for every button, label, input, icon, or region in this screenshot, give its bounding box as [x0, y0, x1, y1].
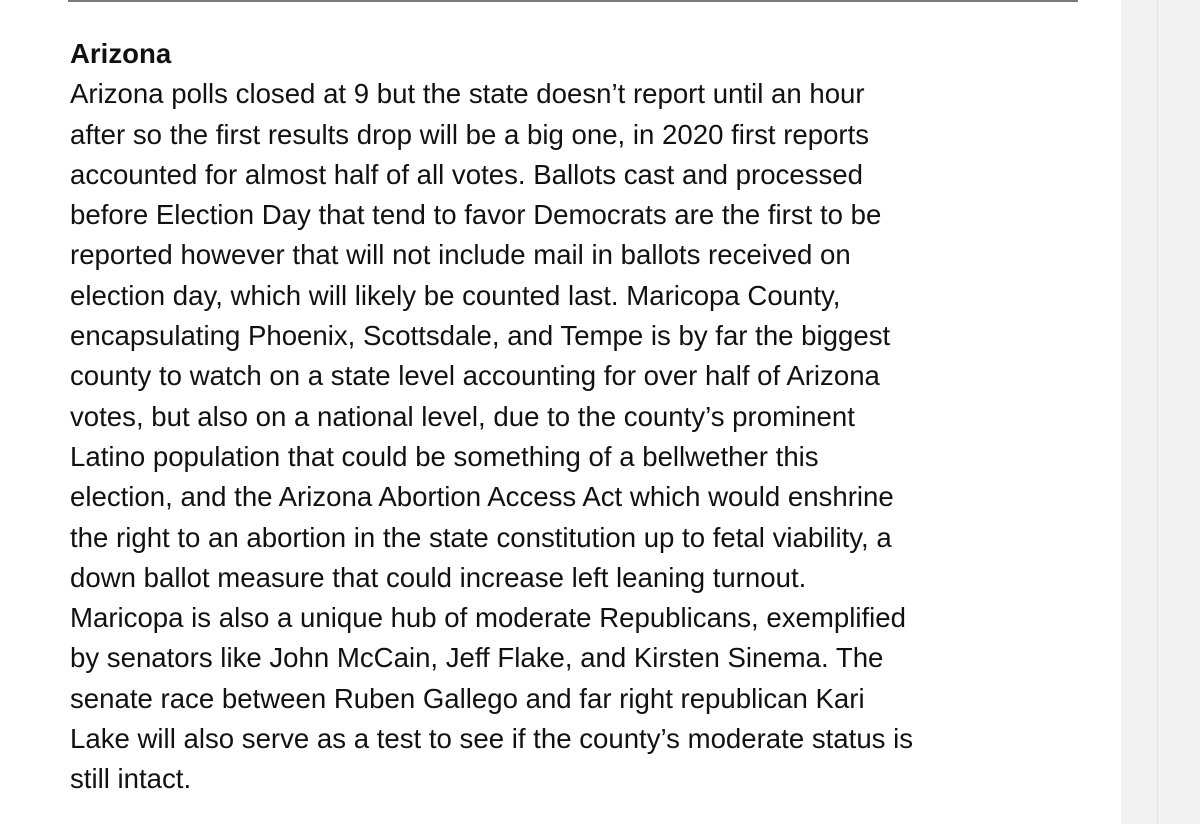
page-top-rule: [68, 0, 1078, 2]
body-line-11: election, and the Arizona Abortion Access Act which would enshrine: [70, 481, 894, 513]
section-heading: Arizona: [70, 38, 172, 69]
body-line-3: accounted for almost half of all votes. Ballots cast and processed: [70, 158, 863, 190]
body-line-13: down ballot measure that could increase left leaning turnout.: [70, 561, 807, 593]
scrollbar-track[interactable]: [1121, 0, 1200, 824]
body-line-17: Lake will also serve as a test to see if the county’s moderate status is: [70, 723, 914, 755]
body-line-12: the right to an abortion in the state constitution up to fetal viability, a: [70, 521, 892, 553]
body-line-7: encapsulating Phoenix, Scottsdale, and Tempe is by far the biggest: [70, 320, 891, 352]
body-line-6: election day, which will likely be counted last. Maricopa County,: [70, 279, 841, 311]
body-line-5: reported however that will not include mail in ballots received on: [70, 239, 851, 271]
document-body[interactable]: [70, 34, 1070, 800]
body-line-1: Arizona polls closed at 9 but the state doesn’t report until an hour: [70, 78, 865, 110]
body-line-16: senate race between Ruben Gallego and far right republican Kari: [70, 682, 865, 714]
body-line-15: by senators like John McCain, Jeff Flake, and Kirsten Sinema. The: [70, 642, 884, 674]
body-line-14: Maricopa is also a unique hub of moderate Republicans, exemplified: [70, 602, 906, 634]
body-line-9: votes, but also on a national level, due to the county’s prominent: [70, 400, 855, 432]
body-line-18: still intact.: [70, 763, 192, 795]
body-line-8: county to watch on a state level accounting for over half of Arizona: [70, 360, 880, 392]
body-line-4: before Election Day that tend to favor Democrats are the first to be: [70, 199, 882, 231]
body-line-10: Latino population that could be something of a bellwether this: [70, 440, 819, 472]
scrollbar-divider: [1157, 0, 1158, 824]
body-line-2: after so the first results drop will be a big one, in 2020 first reports: [70, 118, 870, 150]
